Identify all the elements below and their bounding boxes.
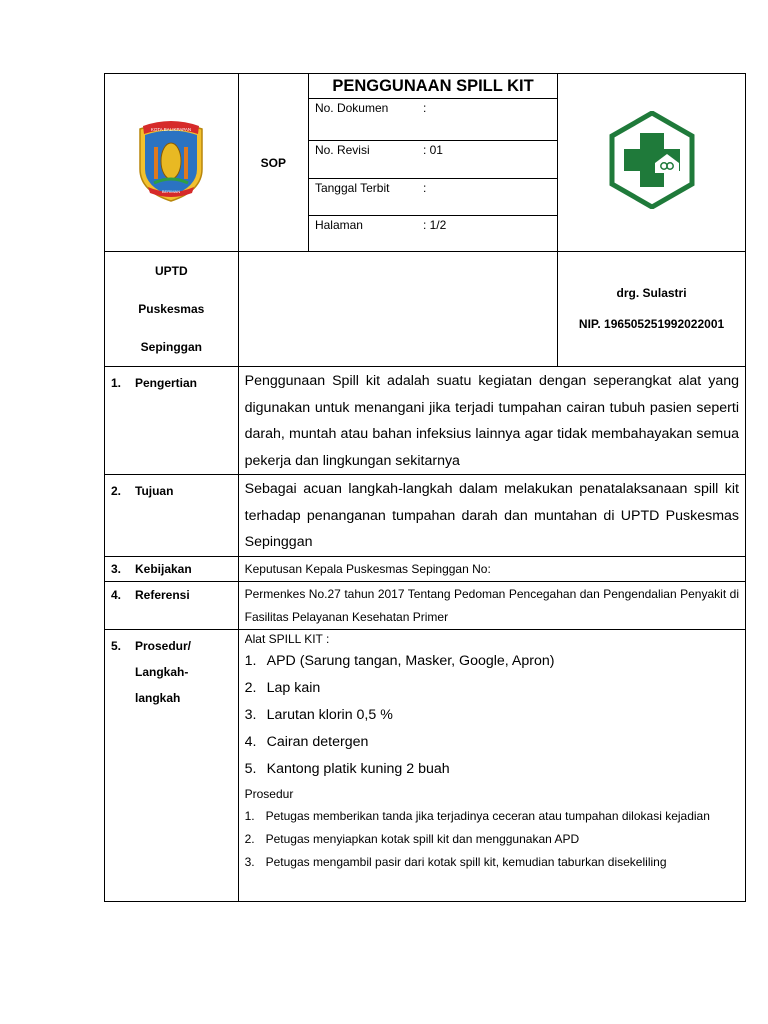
section-number: 2. (111, 484, 122, 498)
section-kebijakan (105, 556, 746, 581)
meta-row-tanggal (309, 178, 557, 215)
section-prosedur (105, 629, 746, 901)
list-item: 2. Lap kain (244, 679, 321, 696)
procedure-steps (245, 805, 739, 874)
section-number: 4. (111, 587, 122, 602)
meta-value: : 1/2 (422, 218, 447, 232)
prosedur-heading: Prosedur (244, 786, 294, 801)
section-text: Sebagai acuan langkah-langkah dalam melakukan penatalaksanaan spill kit terhadap penanganan tumpahan darah dan muntahan di UPTD Puskesmas Sepinggan (238, 475, 745, 557)
meta-row-revisi (309, 140, 557, 178)
list-item: 1. APD (Sarung tangan, Masker, Google, Apron) (244, 652, 555, 669)
section-number: 3. (111, 561, 122, 576)
list-item: 4. Cairan detergen (244, 733, 369, 750)
blank-cell (238, 252, 557, 367)
document-title: PENGGUNAAN SPILL KIT (309, 74, 557, 99)
section-number: 1. (111, 376, 122, 390)
section-number: 5. (111, 638, 122, 653)
list-item: 3. Larutan klorin 0,5 % (244, 706, 393, 723)
sop-label: SOP (238, 74, 308, 252)
section-pengertian (105, 367, 746, 475)
sop-table (104, 73, 746, 902)
section-label: Prosedur/ (135, 638, 192, 653)
institution-line-3: Sepinggan (140, 340, 202, 354)
alat-list (245, 648, 739, 783)
list-item: 1. Petugas memberikan tanda jika terjadinya ceceran atau tumpahan dilokasi kejadian (244, 808, 710, 823)
section-label: Referensi (135, 587, 190, 602)
meta-row-dokumen (309, 99, 557, 140)
section-label: Tujuan (135, 484, 174, 498)
city-logo-text-top: KOTA BALIKPAPAN (151, 127, 192, 132)
meta-key: No. Revisi (314, 143, 370, 157)
meta-key: Tanggal Terbit (314, 181, 390, 195)
city-logo-text-bottom: BERIMAN (162, 189, 181, 194)
signatory-name: drg. Sulastri (616, 286, 687, 300)
institution-line-1: UPTD (154, 264, 188, 278)
meta-key: No. Dokumen (314, 101, 389, 115)
puskesmas-logo-cell (558, 74, 746, 252)
alat-heading: Alat SPILL KIT : (244, 631, 330, 646)
institution-line-2: Puskesmas (138, 302, 205, 316)
meta-value: : 01 (422, 143, 443, 157)
section-label: Langkah- (135, 664, 189, 679)
section-text: Penggunaan Spill kit adalah suatu kegiatan dengan seperangkat alat yang digunakan untuk menangani jika terjadi tumpahan cairan tubuh pasien seperti darah, muntah atau bahan infeksius lainnya agar tidak membahayakan semua pekerja dan lingkungan sekitarnya (238, 367, 745, 475)
meta-row-halaman (309, 215, 557, 251)
city-logo-cell (105, 74, 239, 252)
list-item: 5. Kantong platik kuning 2 buah (244, 760, 450, 777)
document-meta (308, 74, 557, 252)
section-text: Keputusan Kepala Puskesmas Sepinggan No: (238, 556, 745, 581)
section-label: langkah (135, 690, 181, 705)
city-seal-icon (134, 117, 208, 203)
section-tujuan (105, 475, 746, 557)
section-label: Pengertian (135, 376, 198, 390)
institution-cell (105, 252, 239, 367)
puskesmas-logo-icon (609, 111, 695, 209)
list-item: 2. Petugas menyiapkan kotak spill kit dan menggunakan APD (244, 831, 580, 846)
meta-key: Halaman (314, 218, 363, 232)
section-label: Kebijakan (135, 561, 192, 576)
prosedur-content (238, 629, 745, 901)
signatory-nip: NIP. 196505251992022001 (578, 317, 725, 331)
meta-value: : (422, 181, 427, 195)
list-item: 3. Petugas mengambil pasir dari kotak spill kit, kemudian taburkan disekeliling (244, 854, 667, 869)
signatory-cell (558, 252, 746, 367)
meta-value: : (422, 101, 427, 115)
section-text: Permenkes No.27 tahun 2017 Tentang Pedoman Pencegahan dan Pengendalian Penyakit di Fasilitas Pelayanan Kesehatan Primer (238, 581, 745, 629)
section-referensi (105, 581, 746, 629)
